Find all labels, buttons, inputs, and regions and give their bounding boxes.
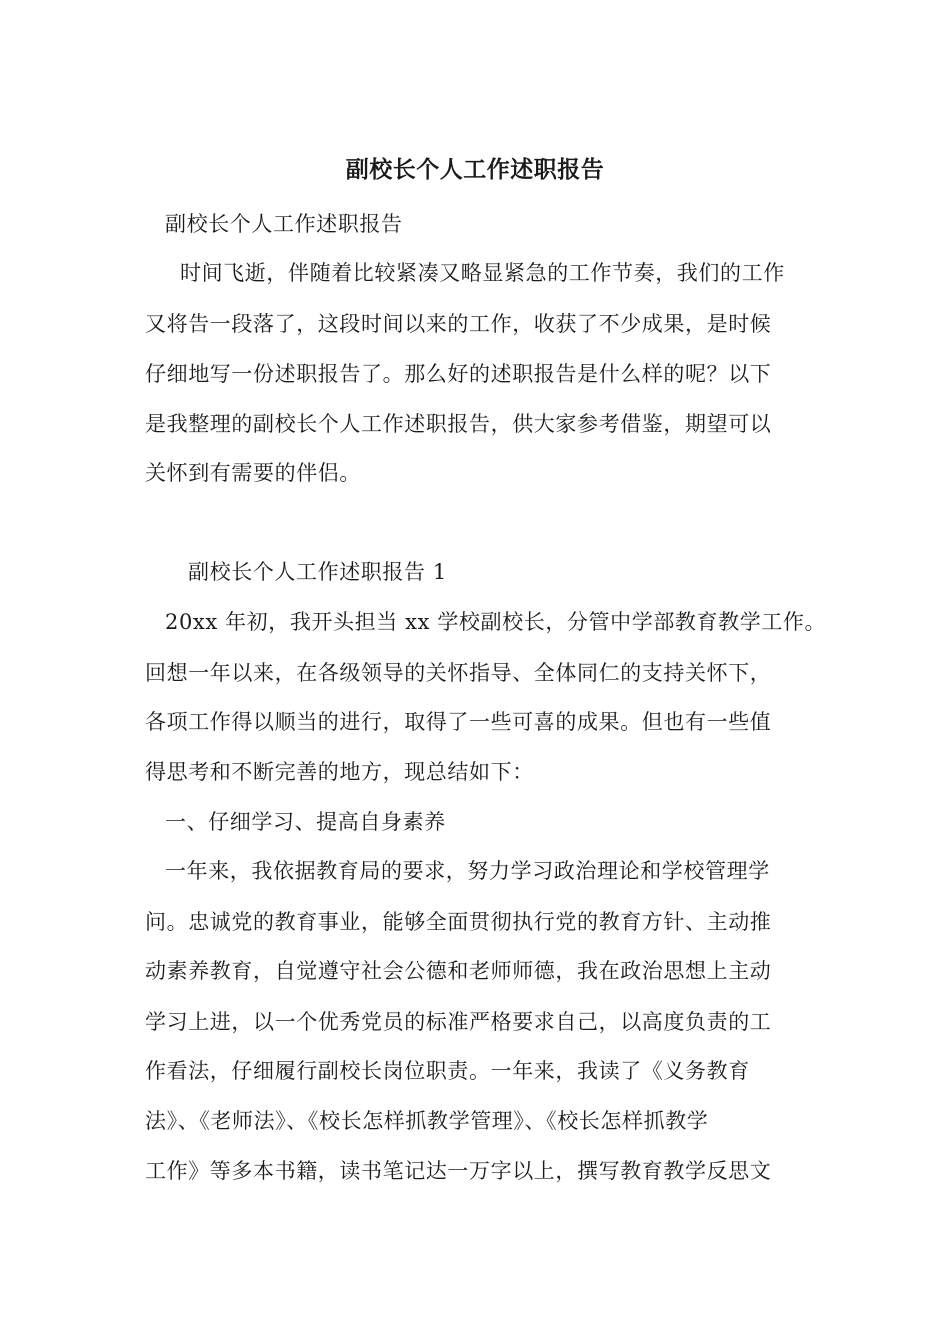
body-line-11: 工作》等多本书籍，读书笔记达一万字以上，撰写教育教学反思文 xyxy=(145,1159,772,1183)
intro-line-4: 是我整理的副校长个人工作述职报告，供大家参考借鉴，期望可以 xyxy=(145,412,772,436)
section-heading-1: 副校长个人工作述职报告 1 xyxy=(188,560,447,584)
body-line-5: 一年来，我依据教育局的要求，努力学习政治理论和学校管理学 xyxy=(165,859,770,883)
subsection-heading-1: 一、仔细学习、提高自身素养 xyxy=(165,810,446,834)
body-line-6: 问。忠诚党的教育事业，能够全面贯彻执行党的教育方针、主动推 xyxy=(145,910,772,934)
intro-line-2: 又将告一段落了，这段时间以来的工作，收获了不少成果，是时候 xyxy=(145,312,772,336)
body-line-4: 得思考和不断完善的地方，现总结如下： xyxy=(145,760,534,784)
intro-line-5: 关怀到有需要的伴侣。 xyxy=(145,461,361,485)
body-line-10: 法》、《老师法》、《校长怎样抓教学管理》、《校长怎样抓教学 xyxy=(145,1109,709,1133)
body-line-1: 20xx 年初，我开头担当 xx 学校副校长，分管中学部教育教学工作。 xyxy=(165,610,827,634)
intro-line-1: 时间飞逝，伴随着比较紧凑又略显紧急的工作节奏，我们的工作 xyxy=(180,261,785,285)
body-line-3: 各项工作得以顺当的进行，取得了一些可喜的成果。但也有一些值 xyxy=(145,710,772,734)
body-line-9: 作看法，仔细履行副校长岗位职责。一年来，我读了《义务教育 xyxy=(145,1059,750,1083)
body-line-2: 回想一年以来，在各级领导的关怀指导、全体同仁的支持关怀下， xyxy=(145,661,772,685)
body-line-7: 动素养教育，自觉遵守社会公德和老师师德，我在政治思想上主动 xyxy=(145,959,772,983)
document-title: 副校长个人工作述职报告 xyxy=(345,156,605,183)
subtitle-line: 副校长个人工作述职报告 xyxy=(165,212,403,236)
body-line-8: 学习上进，以一个优秀党员的标准严格要求自己，以高度负责的工 xyxy=(145,1010,772,1034)
intro-line-3: 仔细地写一份述职报告了。那么好的述职报告是什么样的呢？以下 xyxy=(145,362,772,386)
